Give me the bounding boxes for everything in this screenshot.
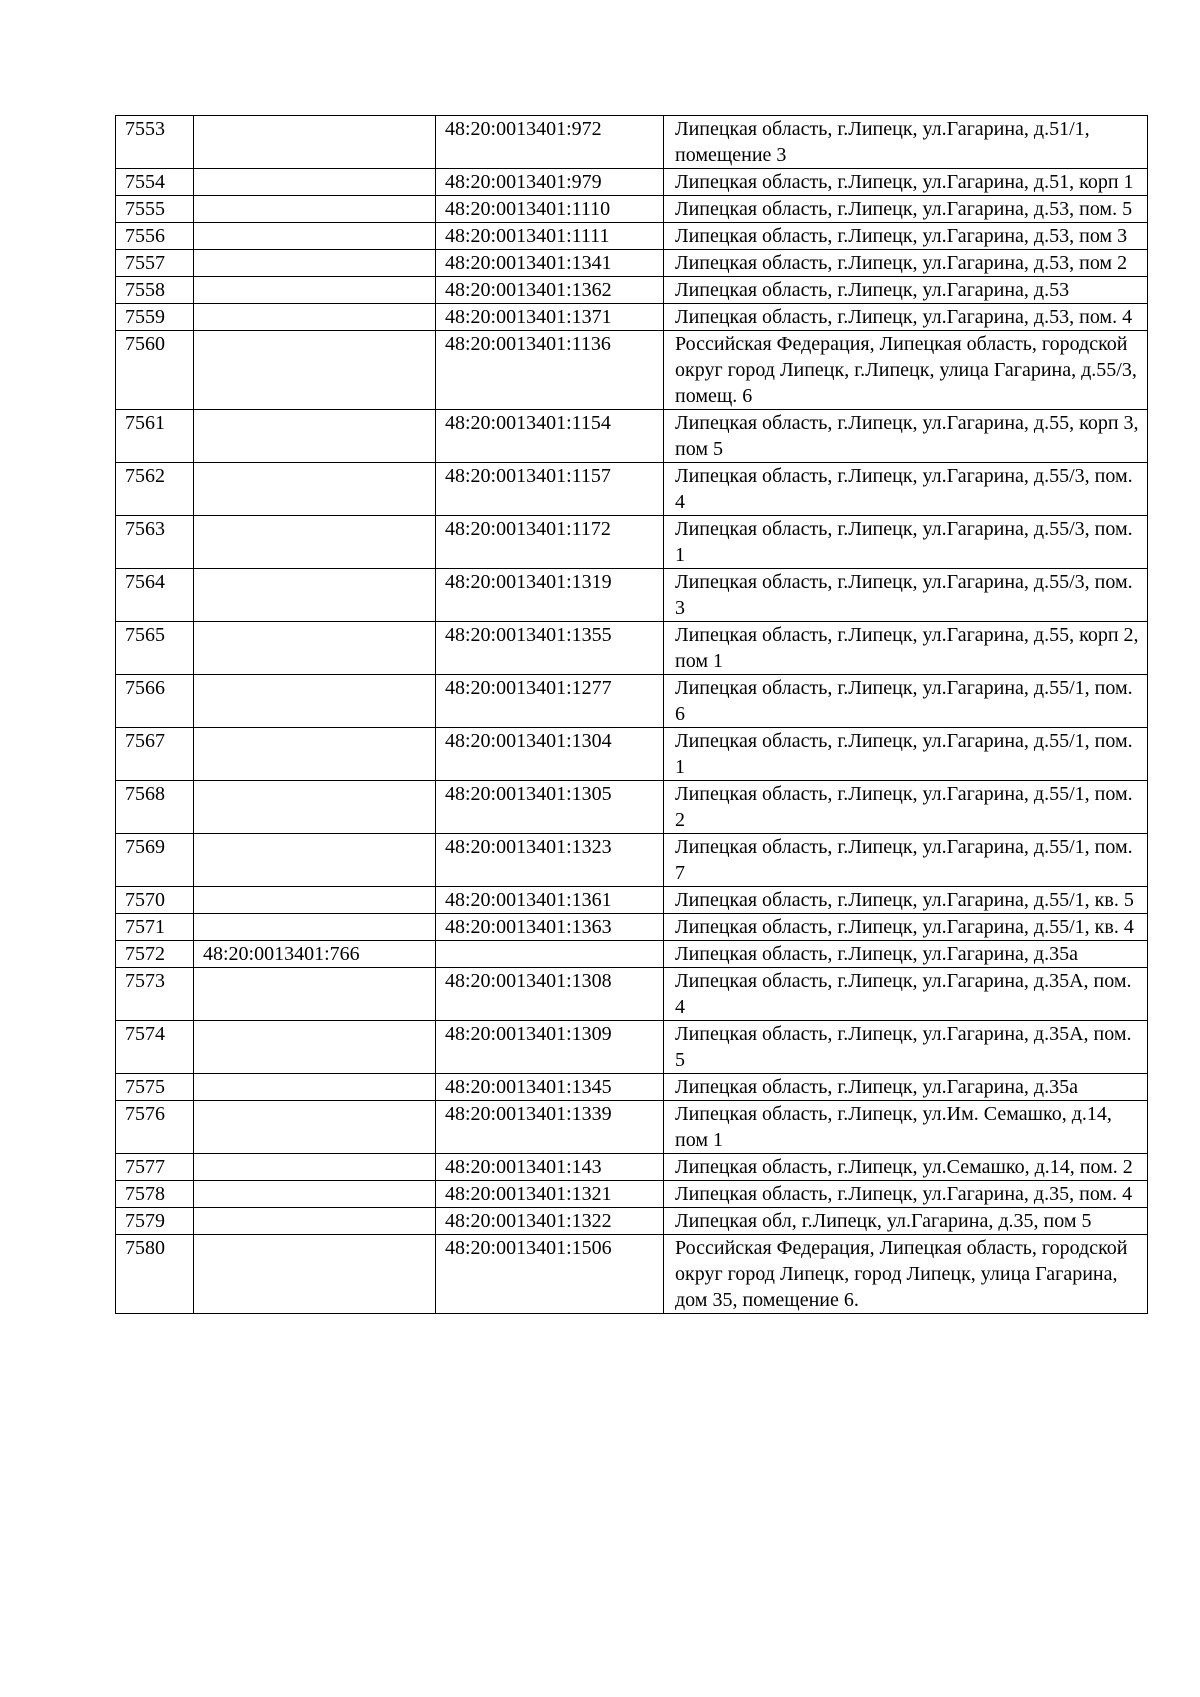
parent-cadastral-number-cell: [194, 1181, 436, 1208]
table-row: [116, 196, 1148, 223]
address-cell: Липецкая область, г.Липецк, ул.Гагарина, д.35А, пом. 5: [664, 1021, 1148, 1074]
address-cell: Липецкая область, г.Липецк, ул.Гагарина, д.53, пом 3: [664, 223, 1148, 250]
row-number-cell: 7576: [116, 1101, 194, 1154]
address-cell: Липецкая область, г.Липецк, ул.Им. Семашко, д.14, пом 1: [664, 1101, 1148, 1154]
parent-cadastral-number-cell: [194, 1074, 436, 1101]
table-row: [116, 941, 1148, 968]
address-cell: Липецкая область, г.Липецк, ул.Гагарина, д.35а: [664, 1074, 1148, 1101]
row-number-cell: 7566: [116, 675, 194, 728]
table-row: [116, 1181, 1148, 1208]
cadastral-number-cell: 48:20:0013401:1362: [436, 277, 664, 304]
row-number-cell: 7559: [116, 304, 194, 331]
table-row: [116, 331, 1148, 410]
address-cell: Липецкая обл, г.Липецк, ул.Гагарина, д.35, пом 5: [664, 1208, 1148, 1235]
parent-cadastral-number-cell: [194, 1235, 436, 1314]
address-cell: Липецкая область, г.Липецк, ул.Гагарина, д.53, пом 2: [664, 250, 1148, 277]
cadastral-number-cell: 48:20:0013401:1136: [436, 331, 664, 410]
parent-cadastral-number-cell: [194, 781, 436, 834]
row-number-cell: 7573: [116, 968, 194, 1021]
row-number-cell: 7557: [116, 250, 194, 277]
cadastral-number-cell: 48:20:0013401:1339: [436, 1101, 664, 1154]
address-cell: Липецкая область, г.Липецк, ул.Гагарина, д.51/1, помещение 3: [664, 116, 1148, 169]
row-number-cell: 7580: [116, 1235, 194, 1314]
table-row: [116, 781, 1148, 834]
parent-cadastral-number-cell: [194, 516, 436, 569]
row-number-cell: 7563: [116, 516, 194, 569]
cadastral-number-cell: 48:20:0013401:1361: [436, 887, 664, 914]
parent-cadastral-number-cell: [194, 196, 436, 223]
parent-cadastral-number-cell: [194, 304, 436, 331]
table-row: [116, 1074, 1148, 1101]
table-body: [116, 116, 1148, 1314]
parent-cadastral-number-cell: [194, 675, 436, 728]
parent-cadastral-number-cell: [194, 223, 436, 250]
cadastral-number-cell: 48:20:0013401:1277: [436, 675, 664, 728]
address-cell: Липецкая область, г.Липецк, ул.Гагарина, д.55/1, пом. 2: [664, 781, 1148, 834]
cadastral-number-cell: 48:20:0013401:1154: [436, 410, 664, 463]
row-number-cell: 7575: [116, 1074, 194, 1101]
address-cell: Липецкая область, г.Липецк, ул.Гагарина, д.35, пом. 4: [664, 1181, 1148, 1208]
row-number-cell: 7556: [116, 223, 194, 250]
address-cell: Липецкая область, г.Липецк, ул.Гагарина, д.55/3, пом. 3: [664, 569, 1148, 622]
cadastral-number-cell: 48:20:0013401:1355: [436, 622, 664, 675]
parent-cadastral-number-cell: [194, 622, 436, 675]
address-cell: Российская Федерация, Липецкая область, городской округ город Липецк, город Липецк, улица Гагарина, дом 35, помещение 6.: [664, 1235, 1148, 1314]
parent-cadastral-number-cell: [194, 1021, 436, 1074]
parent-cadastral-number-cell: [194, 1101, 436, 1154]
parent-cadastral-number-cell: [194, 569, 436, 622]
cadastral-number-cell: 48:20:0013401:1309: [436, 1021, 664, 1074]
parent-cadastral-number-cell: [194, 914, 436, 941]
cadastral-number-cell: 48:20:0013401:1506: [436, 1235, 664, 1314]
table-row: [116, 675, 1148, 728]
table-row: [116, 304, 1148, 331]
parent-cadastral-number-cell: [194, 1208, 436, 1235]
address-cell: Липецкая область, г.Липецк, ул.Гагарина, д.35А, пом. 4: [664, 968, 1148, 1021]
cadastral-number-cell: 48:20:0013401:1323: [436, 834, 664, 887]
address-cell: Липецкая область, г.Липецк, ул.Гагарина, д.55/1, пом. 7: [664, 834, 1148, 887]
table-row: [116, 223, 1148, 250]
cadastral-number-cell: 48:20:0013401:1371: [436, 304, 664, 331]
row-number-cell: 7569: [116, 834, 194, 887]
table-row: [116, 116, 1148, 169]
table-row: [116, 410, 1148, 463]
table-row: [116, 728, 1148, 781]
address-cell: Липецкая область, г.Липецк, ул.Гагарина, д.53, пом. 5: [664, 196, 1148, 223]
cadastral-number-cell: 48:20:0013401:1172: [436, 516, 664, 569]
address-cell: Липецкая область, г.Липецк, ул.Гагарина, д.51, корп 1: [664, 169, 1148, 196]
cadastral-number-cell: 48:20:0013401:1341: [436, 250, 664, 277]
row-number-cell: 7560: [116, 331, 194, 410]
row-number-cell: 7570: [116, 887, 194, 914]
table-row: [116, 1208, 1148, 1235]
parent-cadastral-number-cell: [194, 728, 436, 781]
table-row: [116, 1021, 1148, 1074]
table-row: [116, 516, 1148, 569]
parent-cadastral-number-cell: [194, 834, 436, 887]
parent-cadastral-number-cell: [194, 116, 436, 169]
address-cell: Липецкая область, г.Липецк, ул.Гагарина, д.35а: [664, 941, 1148, 968]
row-number-cell: 7579: [116, 1208, 194, 1235]
parent-cadastral-number-cell: [194, 169, 436, 196]
parent-cadastral-number-cell: [194, 463, 436, 516]
parent-cadastral-number-cell: [194, 277, 436, 304]
parent-cadastral-number-cell: [194, 887, 436, 914]
address-cell: Липецкая область, г.Липецк, ул.Семашко, д.14, пом. 2: [664, 1154, 1148, 1181]
address-cell: Липецкая область, г.Липецк, ул.Гагарина, д.55, корп 3, пом 5: [664, 410, 1148, 463]
cadastral-number-cell: 48:20:0013401:1345: [436, 1074, 664, 1101]
row-number-cell: 7578: [116, 1181, 194, 1208]
address-cell: Российская Федерация, Липецкая область, городской округ город Липецк, г.Липецк, улица Гагарина, д.55/3, помещ. 6: [664, 331, 1148, 410]
row-number-cell: 7555: [116, 196, 194, 223]
row-number-cell: 7561: [116, 410, 194, 463]
parent-cadastral-number-cell: [194, 968, 436, 1021]
cadastral-number-cell: 48:20:0013401:1305: [436, 781, 664, 834]
cadastral-number-cell: 48:20:0013401:1321: [436, 1181, 664, 1208]
cadastral-number-cell: 48:20:0013401:1157: [436, 463, 664, 516]
parent-cadastral-number-cell: 48:20:0013401:766: [194, 941, 436, 968]
row-number-cell: 7572: [116, 941, 194, 968]
table-row: [116, 1101, 1148, 1154]
address-cell: Липецкая область, г.Липецк, ул.Гагарина, д.55/1, пом. 6: [664, 675, 1148, 728]
table-row: [116, 463, 1148, 516]
cadastral-number-cell: 48:20:0013401:1304: [436, 728, 664, 781]
row-number-cell: 7553: [116, 116, 194, 169]
cadastral-number-cell: 48:20:0013401:1111: [436, 223, 664, 250]
parent-cadastral-number-cell: [194, 250, 436, 277]
row-number-cell: 7574: [116, 1021, 194, 1074]
table-row: [116, 622, 1148, 675]
cadastral-number-cell: 48:20:0013401:1308: [436, 968, 664, 1021]
table-row: [116, 1235, 1148, 1314]
parent-cadastral-number-cell: [194, 331, 436, 410]
row-number-cell: 7554: [116, 169, 194, 196]
table-row: [116, 914, 1148, 941]
table-row: [116, 834, 1148, 887]
address-cell: Липецкая область, г.Липецк, ул.Гагарина, д.53, пом. 4: [664, 304, 1148, 331]
row-number-cell: 7567: [116, 728, 194, 781]
row-number-cell: 7577: [116, 1154, 194, 1181]
table-row: [116, 1154, 1148, 1181]
cadastral-number-cell: 48:20:0013401:1319: [436, 569, 664, 622]
property-register-table: [115, 115, 1148, 1314]
cadastral-number-cell: 48:20:0013401:972: [436, 116, 664, 169]
row-number-cell: 7558: [116, 277, 194, 304]
table-row: [116, 569, 1148, 622]
parent-cadastral-number-cell: [194, 1154, 436, 1181]
cadastral-number-cell: 48:20:0013401:1110: [436, 196, 664, 223]
table-row: [116, 250, 1148, 277]
cadastral-number-cell: 48:20:0013401:979: [436, 169, 664, 196]
row-number-cell: 7571: [116, 914, 194, 941]
address-cell: Липецкая область, г.Липецк, ул.Гагарина, д.55/3, пом. 1: [664, 516, 1148, 569]
row-number-cell: 7565: [116, 622, 194, 675]
address-cell: Липецкая область, г.Липецк, ул.Гагарина, д.55/1, пом. 1: [664, 728, 1148, 781]
table-row: [116, 277, 1148, 304]
row-number-cell: 7564: [116, 569, 194, 622]
parent-cadastral-number-cell: [194, 410, 436, 463]
table-row: [116, 169, 1148, 196]
table-row: [116, 968, 1148, 1021]
cadastral-number-cell: 48:20:0013401:1322: [436, 1208, 664, 1235]
row-number-cell: 7568: [116, 781, 194, 834]
address-cell: Липецкая область, г.Липецк, ул.Гагарина, д.53: [664, 277, 1148, 304]
address-cell: Липецкая область, г.Липецк, ул.Гагарина, д.55/1, кв. 4: [664, 914, 1148, 941]
address-cell: Липецкая область, г.Липецк, ул.Гагарина, д.55/1, кв. 5: [664, 887, 1148, 914]
row-number-cell: 7562: [116, 463, 194, 516]
cadastral-number-cell: 48:20:0013401:143: [436, 1154, 664, 1181]
cadastral-number-cell: 48:20:0013401:1363: [436, 914, 664, 941]
address-cell: Липецкая область, г.Липецк, ул.Гагарина, д.55, корп 2, пом 1: [664, 622, 1148, 675]
address-cell: Липецкая область, г.Липецк, ул.Гагарина, д.55/3, пом. 4: [664, 463, 1148, 516]
cadastral-number-cell: [436, 941, 664, 968]
table-row: [116, 887, 1148, 914]
